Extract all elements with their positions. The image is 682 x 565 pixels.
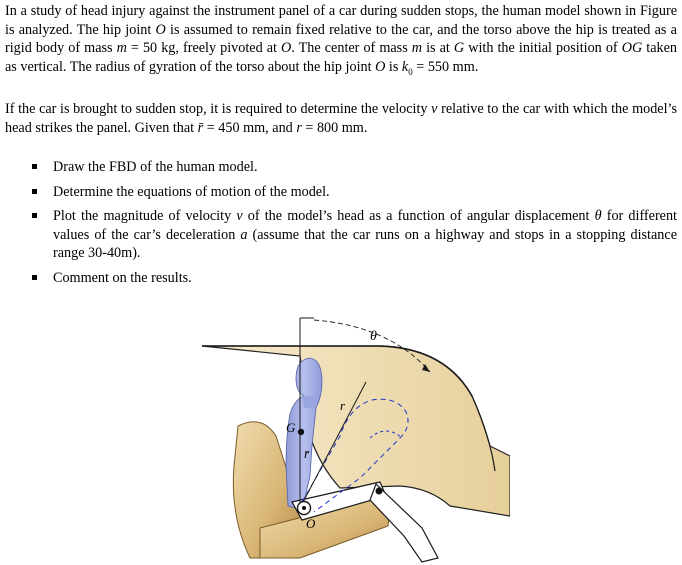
problem-paragraph-1: In a study of head injury against the instrument panel of a car during sudden stops, the human model shown in Figure is analyzed. The hip joint O is assumed to remain fixed relative to the car, and the torso above the hip is treated as a rigid body of mass m = 50 kg, freely pivoted at O. The center of mass m is at G with the initial position of OG taken as vertical. The radius of gyration of the torso about the hip joint O is $k_0 = 550$ mm. xyxy=(5,3,677,77)
r-label: r xyxy=(340,398,346,413)
o-label: O xyxy=(306,516,316,531)
task-item-fbd: Draw the FBD of the human model. xyxy=(0,158,677,177)
bullet-square-icon xyxy=(32,189,37,194)
problem-paragraph-2: If the car is brought to sudden stop, it is required to determine the velocity v relative to the car with which the model’s head strikes the panel. Given that r̄ = 450 mm, and r = 800 mm. xyxy=(5,101,677,136)
center-of-mass-dot xyxy=(298,429,304,435)
task-item-plot: Plot the magnitude of velocity v of the model’s head as a function of angular displacement θ for different values of the car’s deceleration a (assume that the car runs on a highway and stops in a stopping distance range 30-40m). xyxy=(0,207,677,263)
task-item-comment: Comment on the results. xyxy=(0,269,677,288)
bullet-square-icon xyxy=(32,213,37,218)
theta-label: θ xyxy=(370,329,377,344)
car-crash-model-figure xyxy=(190,296,510,565)
knee-joint xyxy=(376,488,383,495)
rbar-label: r̄ xyxy=(304,446,310,461)
human-neck xyxy=(302,396,318,408)
task-list xyxy=(0,158,682,294)
bullet-square-icon xyxy=(32,275,37,280)
g-label: G xyxy=(286,420,296,435)
bullet-square-icon xyxy=(32,164,37,169)
task-item-equations: Determine the equations of motion of the model. xyxy=(0,183,677,202)
